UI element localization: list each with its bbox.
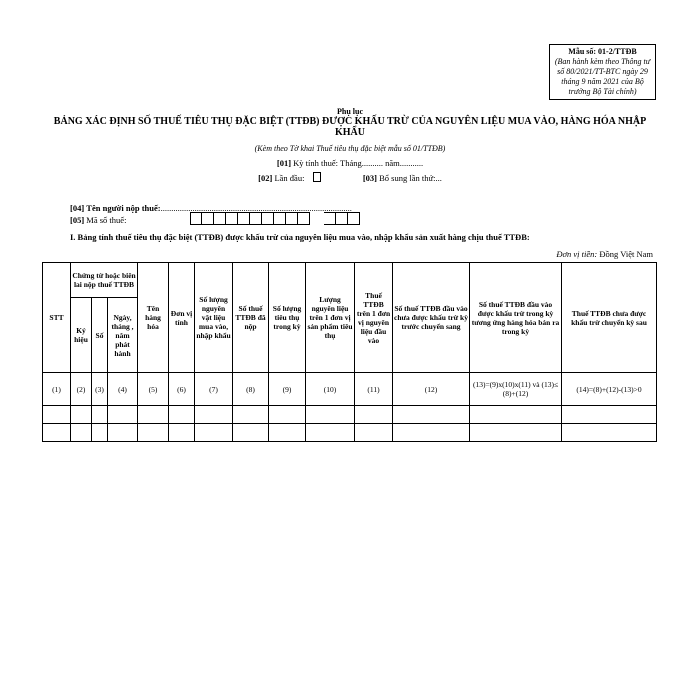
col-header-tax-paid: Số thuế TTĐB đã nộp bbox=[233, 263, 269, 373]
col-number: (9) bbox=[269, 373, 306, 406]
tax-code-digit-box[interactable] bbox=[202, 212, 214, 225]
tax-code-digit-box[interactable] bbox=[190, 212, 202, 225]
tax-code-digit-box[interactable] bbox=[298, 212, 310, 225]
col-number: (10) bbox=[306, 373, 355, 406]
col-number: (4) bbox=[108, 373, 138, 406]
tax-code-digit-box[interactable] bbox=[214, 212, 226, 225]
col-header-deductible: Số thuế TTĐB đầu vào được khấu trừ trong kỳ tương ứng hàng hóa bán ra trong kỳ bbox=[470, 263, 562, 373]
col-header-carry-in: Số thuế TTĐB đầu vào chưa được khấu trừ kỳ trước chuyển sang bbox=[393, 263, 470, 373]
section-title: I. Bảng tính thuế tiêu thụ đặc biệt (TTĐB) được khấu trừ của nguyên liệu mua vào, nhập khẩu sản xuất hàng chịu thuế TTĐB: bbox=[70, 232, 530, 242]
tax-period-line bbox=[40, 158, 660, 168]
taxpayer-label: Tên người nộp thuế: bbox=[86, 203, 161, 213]
tax-code-branch-box[interactable] bbox=[324, 212, 336, 225]
tax-code-digit-box[interactable] bbox=[274, 212, 286, 225]
table-row bbox=[43, 424, 657, 442]
col-header-qty-consumed: Số lượng tiêu thụ trong kỳ bbox=[269, 263, 306, 373]
col-number: (6) bbox=[169, 373, 195, 406]
tax-code-digit-box[interactable] bbox=[262, 212, 274, 225]
tax-code-line bbox=[70, 215, 126, 225]
tax-code-digit-box[interactable] bbox=[250, 212, 262, 225]
first-time-label: Lần đầu: bbox=[274, 173, 305, 183]
currency-label: Đơn vị tiền: bbox=[556, 249, 598, 259]
tax-code-digit-box[interactable] bbox=[286, 212, 298, 225]
col-number: (3) bbox=[92, 373, 108, 406]
col-number: (8) bbox=[233, 373, 269, 406]
col-header-material-per-unit: Lượng nguyên liệu trên 1 đơn vị sản phẩm tiêu thụ bbox=[306, 263, 355, 373]
tax-code-boxes[interactable] bbox=[190, 212, 360, 225]
appendix-label: Phụ lục bbox=[336, 107, 363, 116]
col-number: (1) bbox=[43, 373, 71, 406]
col-header-unit: Đơn vị tính bbox=[169, 263, 195, 373]
tax-code-digit-box[interactable] bbox=[238, 212, 250, 225]
page-title: BẢNG XÁC ĐỊNH SỐ THUẾ TIÊU THỤ ĐẶC BIỆT (TTĐB) ĐƯỢC KHẤU TRỪ CỦA NGUYÊN LIỆU MUA VÀO, HÀNG HÓA NHẬP KHẨU bbox=[53, 116, 647, 138]
col-number: (11) bbox=[355, 373, 393, 406]
supplement-text[interactable]: Bổ sung lần thứ:... bbox=[379, 173, 442, 183]
form-number-box bbox=[549, 44, 656, 100]
form-issued-note: (Ban hành kèm theo Thông tư số 80/2021/TT-BTC ngày 29 tháng 9 năm 2021 của Bộ trưởng Bộ Tài chính) bbox=[554, 57, 651, 96]
col-header-qty-in: Số lượng nguyên vật liệu mua vào, nhập khẩu bbox=[195, 263, 233, 373]
period-code: [01] bbox=[276, 158, 292, 168]
col-number: (14)=(8)+(12)-(13)>0 bbox=[562, 373, 657, 406]
taxpayer-code: [04] bbox=[70, 203, 85, 213]
taxpayer-name-field[interactable]: .......................................................................................... bbox=[160, 203, 352, 213]
supplement-code: [03] bbox=[362, 173, 377, 183]
col-number: (13)=(9)x(10)x(11) và (13)≤ (8)+(12) bbox=[470, 373, 562, 406]
col-header-stt: STT bbox=[43, 263, 71, 373]
table-row bbox=[43, 406, 657, 424]
tax-code-code: [05] bbox=[70, 215, 85, 225]
col-number: (5) bbox=[138, 373, 169, 406]
col-number: (12) bbox=[393, 373, 470, 406]
col-number: (7) bbox=[195, 373, 233, 406]
col-header-carry-out: Thuế TTĐB chưa được khấu trừ chuyển kỳ sau bbox=[562, 263, 657, 373]
first-time-code: [02] bbox=[258, 173, 273, 183]
col-header-number: Số bbox=[92, 298, 108, 373]
tax-code-label: Mã số thuế: bbox=[86, 215, 127, 225]
first-time-checkbox[interactable] bbox=[313, 172, 321, 182]
tax-code-digit-box[interactable] bbox=[226, 212, 238, 225]
col-header-date: Ngày, tháng , năm phát hành bbox=[108, 298, 138, 373]
currency-value: Đồng Việt Nam bbox=[599, 249, 653, 259]
col-header-goods: Tên hàng hóa bbox=[138, 263, 169, 373]
title-note: (Kèm theo Tờ khai Thuế tiêu thụ đặc biệt mẫu số 01/TTĐB) bbox=[254, 144, 446, 153]
col-number: (2) bbox=[71, 373, 92, 406]
period-text[interactable]: Kỳ tính thuế: Tháng.......... năm........... bbox=[293, 158, 424, 168]
col-header-symbol: Ký hiệu bbox=[71, 298, 92, 373]
col-header-voucher: Chứng từ hoặc biên lai nộp thuế TTĐB bbox=[71, 263, 138, 298]
col-header-tax-per-unit: Thuế TTĐB trên 1 đơn vị nguyên liệu đầu vào bbox=[355, 263, 393, 373]
form-code: Mẫu số: 01-2/TTĐB bbox=[568, 47, 637, 56]
submission-type-line bbox=[40, 172, 660, 183]
column-number-row bbox=[43, 373, 657, 406]
tax-code-branch-box[interactable] bbox=[336, 212, 348, 225]
tax-code-branch-box[interactable] bbox=[348, 212, 360, 225]
deduction-table bbox=[42, 262, 657, 442]
currency-unit bbox=[556, 249, 653, 259]
